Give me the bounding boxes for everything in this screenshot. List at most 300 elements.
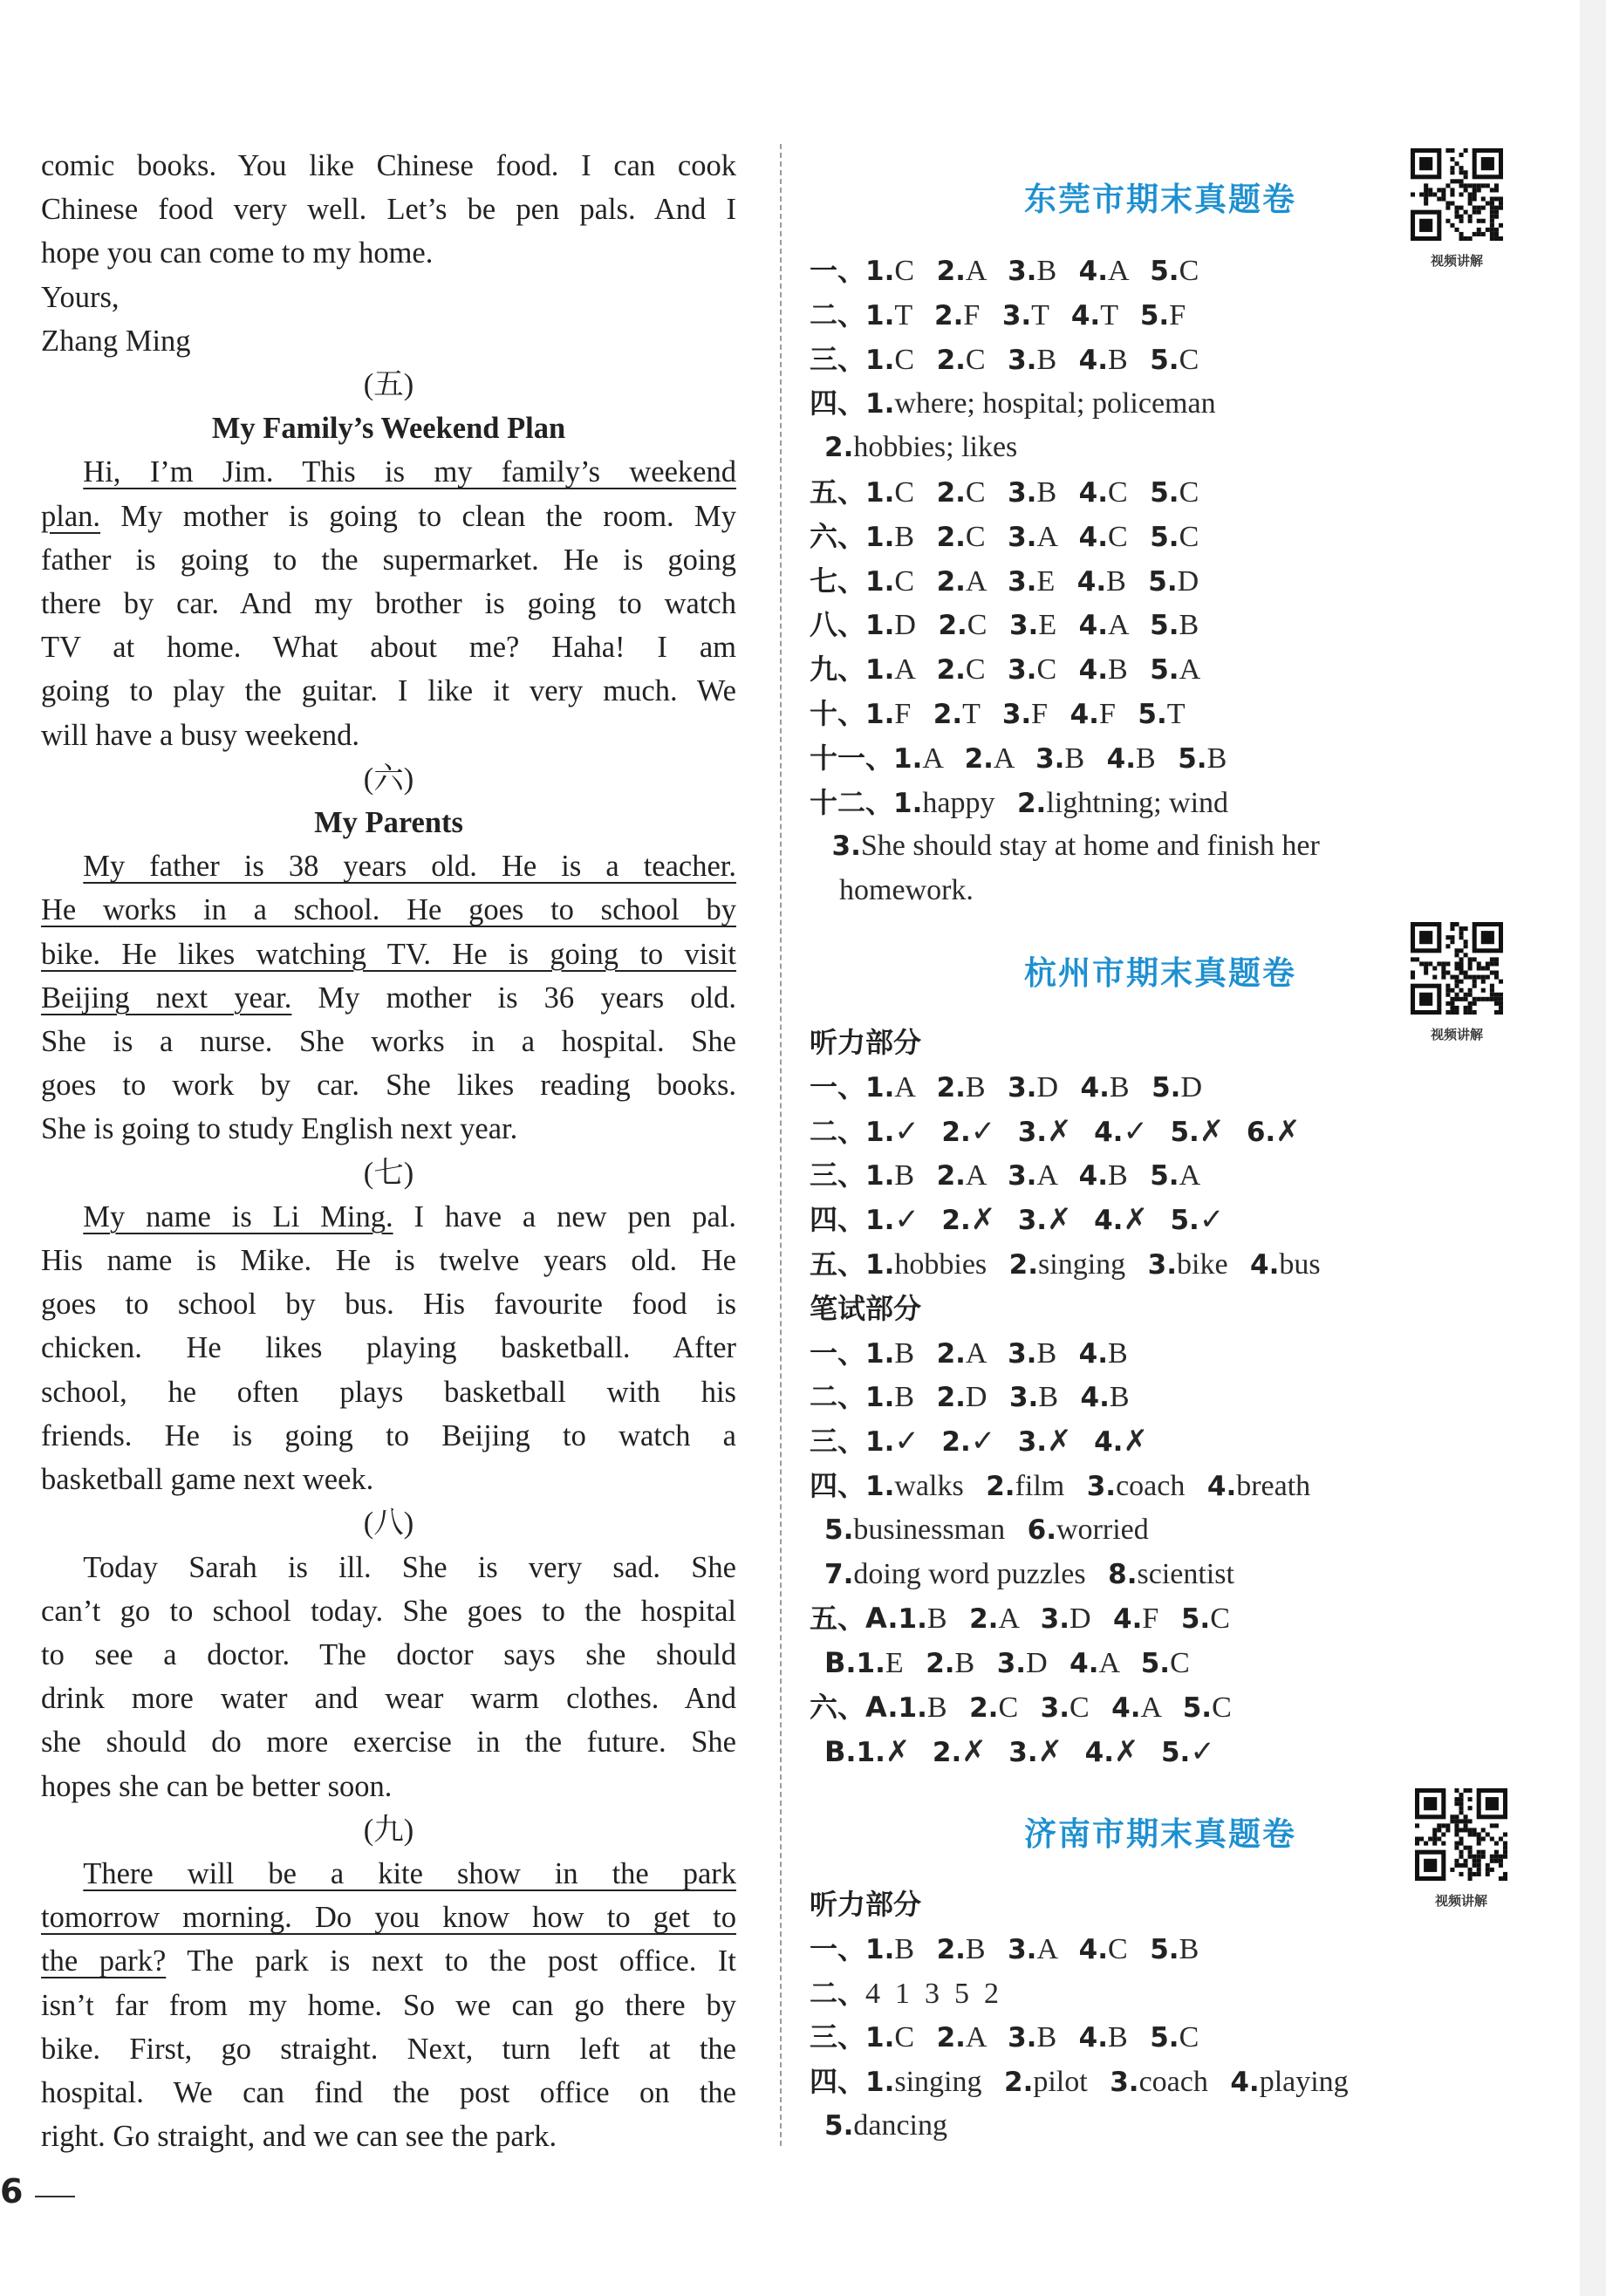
section-number-5: (五) bbox=[363, 368, 414, 402]
qr-caption: 视频讲解 bbox=[1430, 1027, 1483, 1042]
answer-value: pilot bbox=[1033, 2066, 1088, 2099]
qr-code-icon[interactable] bbox=[1411, 922, 1503, 1015]
subsection-heading: 听力部分 bbox=[810, 1026, 922, 1059]
answer-number: 4. bbox=[1113, 1603, 1143, 1636]
passage-line: there by car. And my brother is going to watch bbox=[41, 587, 736, 621]
answer-number: 2. bbox=[964, 742, 994, 775]
answer-row bbox=[810, 1971, 1349, 2016]
answer-number: 4. bbox=[1206, 1470, 1237, 1502]
answer-value: ✗ bbox=[1123, 1204, 1148, 1237]
answer-value: C bbox=[965, 475, 986, 509]
answer-number: 3. bbox=[1008, 521, 1037, 553]
answer-value: ✗ bbox=[1047, 1204, 1072, 1237]
answers-jinan bbox=[810, 1883, 1349, 2149]
answer-value: F bbox=[1031, 697, 1049, 730]
answer-number: 5. bbox=[1152, 1071, 1181, 1104]
answer-value: B bbox=[894, 1932, 915, 1965]
answer-value: C bbox=[1108, 1932, 1128, 1965]
answer-value: B bbox=[1109, 1381, 1130, 1414]
answer-number: 3. bbox=[1008, 1382, 1039, 1414]
answer-number: 1. bbox=[865, 344, 895, 376]
answer-number: 3. bbox=[831, 830, 861, 863]
answer-number: 4. bbox=[1078, 344, 1109, 376]
answer-row bbox=[810, 603, 1320, 647]
answer-value: ✗ bbox=[1113, 1735, 1139, 1768]
answer-number: 1. bbox=[865, 1116, 895, 1148]
answer-number: 4. bbox=[1094, 1205, 1124, 1237]
answer-row bbox=[810, 1331, 1321, 1376]
answer-number: 2. bbox=[934, 299, 964, 331]
answer-value: ✗ bbox=[885, 1735, 911, 1768]
answer-number: 5. bbox=[1182, 1691, 1213, 1724]
answer-value: C bbox=[1036, 653, 1057, 687]
question-group-label: 二、 bbox=[810, 1976, 866, 2010]
answer-value: A bbox=[1036, 520, 1057, 553]
answer-number: 2. bbox=[941, 1205, 971, 1237]
answer-value: E bbox=[885, 1647, 904, 1680]
question-group-label: 六、 bbox=[810, 519, 866, 553]
answer-value: B bbox=[1179, 1932, 1199, 1965]
passage-line bbox=[41, 1896, 736, 1939]
answer-value: C bbox=[894, 255, 915, 287]
question-group-label: 十一、 bbox=[810, 741, 894, 775]
passage-line: she should do more exercise in the future. She bbox=[41, 1725, 736, 1760]
answer-number: 4. bbox=[1070, 1648, 1099, 1680]
letter-line: Chinese food very well. Let’s be pen pals. And I bbox=[41, 193, 736, 227]
answer-row bbox=[810, 426, 1320, 470]
answer-value: film bbox=[1015, 1469, 1065, 1502]
answer-value: B bbox=[1108, 653, 1128, 687]
answer-value: T bbox=[962, 697, 981, 730]
answer-value: B bbox=[1106, 564, 1126, 598]
underlined-sentence: tomorrow morning. Do you know how to get to bbox=[41, 1901, 736, 1935]
answer-value: She should stay at home and finish her bbox=[860, 830, 1320, 863]
answer-value: C bbox=[1179, 343, 1199, 376]
answer-value: ✓ bbox=[970, 1115, 996, 1148]
question-group-label: 一、 bbox=[810, 1336, 866, 1370]
answer-number: 5. bbox=[1178, 742, 1207, 775]
answer-value: B bbox=[1036, 2021, 1057, 2054]
passage-line: friends. He is going to Beijing to watch a bbox=[41, 1418, 736, 1452]
answer-number: 3. bbox=[1008, 476, 1037, 509]
question-group-label: 一、 bbox=[810, 1069, 866, 1104]
answer-value: ✗ bbox=[1275, 1115, 1301, 1148]
answer-value: ✗ bbox=[1047, 1425, 1072, 1459]
passage-line: TV at home. What about me? Haha! I am bbox=[41, 631, 736, 665]
answer-value: B bbox=[1179, 609, 1199, 642]
answer-value: B bbox=[1108, 2021, 1128, 2054]
passage-title-5: My Family’s Weekend Plan bbox=[211, 412, 566, 446]
question-group-label: 三、 bbox=[810, 2020, 866, 2054]
answer-number: 2. bbox=[936, 654, 966, 687]
answer-number: 1. bbox=[865, 521, 895, 553]
answer-number: 4. bbox=[1230, 2067, 1260, 2099]
question-group-label: 三、 bbox=[810, 342, 866, 376]
answer-row bbox=[810, 515, 1320, 559]
answer-number: 4. bbox=[1080, 1071, 1110, 1104]
answer-value: F bbox=[1142, 1602, 1159, 1636]
answer-value: B bbox=[1036, 475, 1057, 509]
answer-number: 3. bbox=[1008, 256, 1037, 287]
answer-value: A bbox=[965, 1336, 986, 1370]
passage-line: school, he often plays basketball with his bbox=[41, 1375, 736, 1409]
answer-value: ✓ bbox=[894, 1425, 919, 1459]
answer-number: 2. bbox=[936, 2022, 966, 2054]
qr-code-icon[interactable] bbox=[1415, 1788, 1507, 1881]
answer-number: 2. bbox=[936, 344, 966, 376]
answer-number: 3. bbox=[996, 1648, 1027, 1680]
letter-signature: Zhang Ming bbox=[41, 324, 191, 358]
answer-number: 2. bbox=[936, 565, 966, 598]
passage-line: Today Sarah is ill. She is very sad. She bbox=[83, 1550, 736, 1584]
answer-value: B bbox=[1108, 1159, 1128, 1192]
answer-value: 4 1 3 5 2 bbox=[865, 1977, 1000, 2010]
answer-value: breath bbox=[1236, 1469, 1311, 1502]
passage-text: My mother is 36 years old. bbox=[291, 981, 736, 1015]
question-group-label: 四、 bbox=[810, 1468, 866, 1502]
answer-value: singing bbox=[894, 2066, 982, 2099]
answer-value: A bbox=[1036, 1932, 1057, 1965]
answer-value: A bbox=[1179, 1159, 1201, 1192]
question-group-label: 五、 bbox=[810, 475, 866, 509]
answer-value: F bbox=[894, 697, 912, 730]
answer-number: 5. bbox=[824, 2109, 854, 2142]
answer-number: 1. bbox=[865, 476, 895, 509]
answer-value: D bbox=[894, 609, 916, 642]
answer-row bbox=[810, 1685, 1321, 1730]
answer-value: doing word puzzles bbox=[853, 1557, 1086, 1590]
answer-value: C bbox=[965, 653, 986, 687]
underlined-sentence: Hi, I’m Jim. This is my family’s weekend bbox=[83, 455, 736, 489]
section-title-dongguan: 东莞市期末真题卷 bbox=[1024, 181, 1296, 218]
question-group-label: 九、 bbox=[810, 653, 866, 687]
answer-value: ✗ bbox=[970, 1204, 996, 1237]
answer-number: 2. bbox=[936, 1071, 966, 1104]
answer-value: A bbox=[965, 1159, 986, 1192]
answer-row bbox=[810, 1242, 1321, 1287]
answer-number: 4. bbox=[1078, 654, 1109, 687]
answer-number: 1. bbox=[856, 1648, 885, 1680]
answer-value: hobbies; likes bbox=[853, 431, 1018, 464]
answer-row bbox=[810, 2104, 1349, 2149]
answer-value: B bbox=[894, 1336, 915, 1370]
answers-hangzhou bbox=[810, 1021, 1321, 1774]
answer-number: 2. bbox=[986, 1470, 1015, 1502]
answer-number: 1. bbox=[865, 1160, 895, 1192]
answer-number: 1. bbox=[865, 256, 895, 287]
answer-number: 5. bbox=[1150, 610, 1179, 642]
answer-number: 4. bbox=[1078, 2022, 1109, 2054]
answer-number: 3. bbox=[1017, 1205, 1048, 1237]
answer-number: 1. bbox=[893, 787, 923, 819]
answer-value: D bbox=[1036, 1070, 1059, 1104]
answer-value: singing bbox=[1038, 1247, 1126, 1281]
answer-value: worried bbox=[1056, 1513, 1149, 1546]
answer-number: 3. bbox=[1110, 2067, 1139, 2099]
answer-number: 4. bbox=[1078, 521, 1109, 553]
answer-value: walks bbox=[894, 1469, 964, 1502]
question-group-label: 五、 bbox=[810, 1247, 866, 1281]
page-number: 6 bbox=[0, 2172, 24, 2211]
answer-number: 4. bbox=[1250, 1248, 1280, 1281]
answer-number: 4. bbox=[1076, 565, 1107, 598]
answer-number: 5. bbox=[1138, 698, 1167, 730]
answer-number: 1. bbox=[865, 698, 895, 730]
passage-line: bike. First, go straight. Next, turn left at the bbox=[41, 2032, 736, 2066]
answer-number: 5. bbox=[1150, 521, 1179, 553]
answer-number: 2. bbox=[969, 1603, 999, 1636]
answer-number: 4. bbox=[1084, 1736, 1114, 1768]
underlined-sentence: Beijing next year. bbox=[41, 981, 292, 1015]
answer-number: 5. bbox=[1160, 1736, 1191, 1768]
question-group-label: 四、 bbox=[810, 386, 866, 420]
answer-value: B bbox=[954, 1647, 975, 1680]
answer-value: A bbox=[894, 1070, 915, 1104]
passage-line: His name is Mike. He is twelve years old. He bbox=[41, 1244, 736, 1278]
answer-number: 1. bbox=[865, 2067, 895, 2099]
answer-number: 5. bbox=[824, 1514, 854, 1546]
answer-number: 3. bbox=[1008, 2022, 1037, 2054]
answer-row bbox=[810, 1596, 1321, 1641]
answer-number: 1. bbox=[865, 610, 895, 642]
question-group-label: 四、 bbox=[810, 1203, 866, 1237]
answer-value: T bbox=[1031, 298, 1049, 331]
answer-value: ✓ bbox=[1123, 1115, 1148, 1148]
answer-number: 5. bbox=[1180, 1603, 1211, 1636]
answer-number: 1. bbox=[898, 1691, 927, 1724]
answer-number: 5. bbox=[1170, 1205, 1199, 1237]
answer-number: 2. bbox=[936, 1382, 966, 1414]
qr-caption: 视频讲解 bbox=[1434, 1893, 1487, 1909]
answer-number: 1. bbox=[865, 388, 895, 420]
passage-line bbox=[41, 495, 736, 538]
answer-number: 3. bbox=[1008, 344, 1037, 376]
answer-row bbox=[810, 692, 1320, 736]
answer-number: 1. bbox=[865, 1205, 895, 1237]
answer-number: 2. bbox=[933, 698, 963, 730]
answer-value: C bbox=[894, 564, 915, 598]
answer-number: 2. bbox=[1016, 787, 1047, 819]
underlined-sentence: He works in a school. He goes to school by bbox=[41, 893, 736, 927]
underlined-sentence: My father is 38 years old. He is a teacher. bbox=[83, 850, 736, 884]
answer-number: 5. bbox=[1140, 1648, 1171, 1680]
passage-line: to see a doctor. The doctor says she should bbox=[41, 1637, 736, 1671]
answer-number: 7. bbox=[824, 1558, 854, 1590]
answer-number: 3. bbox=[1008, 654, 1037, 687]
answer-value: C bbox=[894, 2021, 915, 2054]
answer-number: 1. bbox=[865, 1382, 895, 1414]
passage-line: father is going to the supermarket. He is going bbox=[41, 543, 736, 577]
question-group-label: 五、A. bbox=[810, 1602, 899, 1636]
answer-number: 4. bbox=[1094, 1426, 1124, 1459]
answer-number: 1. bbox=[865, 2022, 895, 2054]
answer-number: 2. bbox=[1008, 1248, 1039, 1281]
question-group-label: 三、 bbox=[810, 1158, 866, 1192]
answer-value: C bbox=[894, 343, 915, 376]
answer-value: D bbox=[965, 1381, 988, 1414]
answer-value: D bbox=[1180, 1070, 1202, 1104]
answer-number: 4. bbox=[1078, 476, 1109, 509]
answer-number: 1. bbox=[865, 1470, 895, 1502]
answer-number: 1. bbox=[898, 1603, 927, 1636]
answers-dongguan bbox=[810, 249, 1320, 913]
answer-value: A bbox=[1107, 609, 1128, 642]
passage-title-6: My Parents bbox=[314, 806, 463, 840]
answer-number: 2. bbox=[941, 1426, 971, 1459]
answer-number: 5. bbox=[1150, 476, 1179, 509]
answer-value: A bbox=[965, 255, 986, 287]
answer-number: 1. bbox=[865, 299, 895, 331]
answer-value: scientist bbox=[1137, 1557, 1234, 1590]
answer-value: B bbox=[1064, 741, 1085, 775]
passage-line bbox=[41, 1939, 736, 1983]
passage-line: She is going to study English next year. bbox=[41, 1112, 518, 1146]
underlined-sentence: plan. bbox=[41, 499, 101, 533]
subsection-heading: 笔试部分 bbox=[810, 1291, 922, 1325]
passage-line: She is a nurse. She works in a hospital. She bbox=[41, 1025, 736, 1059]
answer-row bbox=[810, 736, 1320, 781]
passage-line bbox=[41, 1195, 736, 1239]
letter-line: hope you can come to my home. bbox=[41, 236, 434, 270]
answer-number: 1. bbox=[865, 1071, 895, 1104]
answer-number: 2. bbox=[824, 432, 854, 464]
passage-line bbox=[41, 888, 736, 932]
answer-value: C bbox=[1179, 475, 1199, 509]
left-column-passages bbox=[41, 144, 736, 2158]
letter-closing: Yours, bbox=[41, 280, 120, 314]
answer-value: A bbox=[1179, 653, 1201, 687]
answer-value: C bbox=[1179, 520, 1199, 553]
answer-value: B bbox=[894, 1159, 915, 1192]
answer-value: B bbox=[894, 520, 915, 553]
answer-value: A bbox=[1098, 1647, 1119, 1680]
underlined-sentence: There will be a kite show in the park bbox=[83, 1856, 736, 1890]
answer-number: 3. bbox=[1008, 610, 1039, 642]
answer-row bbox=[810, 1641, 1321, 1685]
answer-value: C bbox=[1108, 475, 1128, 509]
answer-value: B bbox=[1036, 1336, 1057, 1370]
answer-row bbox=[810, 869, 1320, 913]
answer-row bbox=[810, 2015, 1349, 2060]
answer-number: 2. bbox=[941, 1116, 971, 1148]
answer-value: A bbox=[922, 741, 943, 775]
question-group-label: 六、A. bbox=[810, 1690, 899, 1724]
answer-number: 1. bbox=[893, 742, 923, 775]
answer-value: B bbox=[965, 1932, 986, 1965]
answer-number: 2. bbox=[1004, 2067, 1034, 2099]
answer-number: 5. bbox=[1170, 1116, 1199, 1148]
passage-line: isn’t far from my home. So we can go there by bbox=[41, 1988, 736, 2022]
answer-number: 3. bbox=[1035, 742, 1065, 775]
answer-value: T bbox=[1166, 697, 1186, 730]
answer-value: C bbox=[1179, 2021, 1199, 2054]
passage-line: chicken. He likes playing basketball. After bbox=[41, 1331, 736, 1365]
question-group-label: 十、 bbox=[810, 696, 866, 730]
answer-number: 5. bbox=[1150, 1933, 1179, 1965]
answer-value: B bbox=[1108, 343, 1128, 376]
passage-line: right. Go straight, and we can see the park. bbox=[41, 2120, 557, 2154]
answer-number: 1. bbox=[865, 1933, 895, 1965]
answer-number: 4. bbox=[1094, 1116, 1124, 1148]
answer-number: 3. bbox=[1001, 698, 1032, 730]
answer-number: 4. bbox=[1078, 1933, 1109, 1965]
answer-value: F bbox=[1169, 298, 1186, 331]
answer-value: ✓ bbox=[894, 1115, 919, 1148]
answer-value: D bbox=[1069, 1602, 1091, 1636]
answer-number: 3. bbox=[1008, 1337, 1037, 1370]
answer-value: F bbox=[963, 298, 981, 331]
answer-value: bike bbox=[1177, 1247, 1228, 1281]
answer-row bbox=[810, 647, 1320, 692]
qr-code-icon[interactable] bbox=[1411, 148, 1503, 241]
answer-number: 3. bbox=[1086, 1470, 1117, 1502]
answer-value: coach bbox=[1116, 1469, 1186, 1502]
answer-value: C bbox=[965, 520, 986, 553]
answer-number: 3. bbox=[1147, 1248, 1177, 1281]
answer-value: hobbies bbox=[894, 1247, 988, 1281]
answer-value: B bbox=[1036, 343, 1057, 376]
answer-row bbox=[810, 1110, 1321, 1154]
passage-line: hospital. We can find the post office on the bbox=[41, 2075, 736, 2109]
answer-value: C bbox=[1108, 520, 1128, 553]
question-group-label: 一、 bbox=[810, 254, 866, 287]
answer-number: 3. bbox=[1040, 1603, 1070, 1636]
answer-value: ✓ bbox=[894, 1204, 919, 1237]
answer-value: C bbox=[1170, 1647, 1190, 1680]
section-number-6: (六) bbox=[363, 762, 414, 796]
answer-row bbox=[810, 1927, 1349, 1971]
answer-number: 5. bbox=[1150, 344, 1179, 376]
passage-line: can’t go to school today. She goes to the hospital bbox=[41, 1594, 736, 1628]
answer-value: A bbox=[993, 741, 1014, 775]
answer-value: B bbox=[1108, 1336, 1128, 1370]
answer-row bbox=[810, 824, 1320, 869]
question-group-label: 二、 bbox=[810, 297, 866, 331]
passage-line: hopes she can be better soon. bbox=[41, 1769, 393, 1803]
answer-number: 2. bbox=[936, 1337, 966, 1370]
underlined-sentence: the park? bbox=[41, 1944, 167, 1978]
answer-number: 3. bbox=[1040, 1691, 1070, 1724]
answer-number: 2. bbox=[936, 476, 966, 509]
answer-number: 2. bbox=[969, 1691, 999, 1724]
answer-value: T bbox=[894, 298, 912, 331]
passage-text: I have a new pen pal. bbox=[393, 1199, 736, 1233]
answer-value: B bbox=[965, 1070, 986, 1104]
passage-line: drink more water and wear warm clothes. And bbox=[41, 1682, 736, 1716]
question-group-label: B. bbox=[824, 1734, 857, 1768]
answer-value: C bbox=[965, 343, 986, 376]
answer-value: ✓ bbox=[970, 1425, 996, 1459]
answer-number: 4. bbox=[1070, 299, 1101, 331]
answer-number: 2. bbox=[936, 256, 966, 287]
answer-value: B bbox=[1109, 1070, 1130, 1104]
answer-value: happy bbox=[922, 786, 995, 819]
section-title-hangzhou: 杭州市期末真题卷 bbox=[1024, 954, 1296, 992]
answer-number: 5. bbox=[1150, 2022, 1179, 2054]
answer-value: ✗ bbox=[961, 1735, 987, 1768]
answer-number: 1. bbox=[865, 1426, 895, 1459]
passage-line: going to play the guitar. I like it very much. We bbox=[41, 674, 736, 708]
answer-value: A bbox=[998, 1602, 1019, 1636]
page-number-dash bbox=[35, 2196, 75, 2197]
column-divider bbox=[780, 144, 782, 2146]
answer-number: 3. bbox=[1017, 1426, 1048, 1459]
answer-value: ✓ bbox=[1199, 1204, 1225, 1237]
qr-caption: 视频讲解 bbox=[1430, 253, 1483, 269]
answer-number: 5. bbox=[1150, 654, 1179, 687]
answer-row bbox=[810, 1553, 1321, 1597]
section-title-jinan: 济南市期末真题卷 bbox=[1024, 1815, 1296, 1853]
